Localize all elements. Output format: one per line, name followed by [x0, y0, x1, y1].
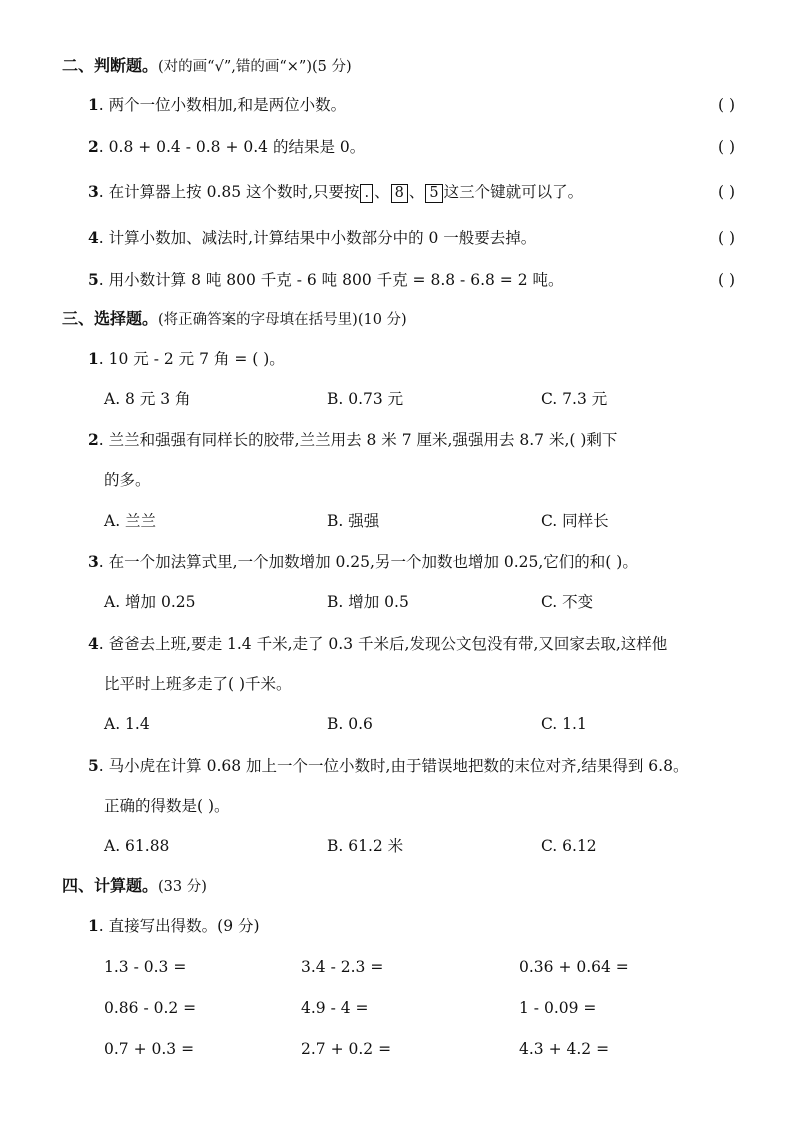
question-text: . 两个一位小数相加,和是两位小数。: [98, 96, 347, 114]
question-number: 2: [88, 137, 99, 156]
option-a: A. 61.88: [104, 837, 170, 855]
question-number: 1: [88, 916, 99, 935]
option-c: C. 不变: [541, 593, 594, 611]
question-text-line2[interactable]: 正确的得数是( )。: [104, 797, 230, 815]
question-number: 1: [88, 349, 99, 368]
question-text-line2: 的多。: [104, 471, 151, 489]
judge-item-4: [88, 228, 536, 248]
choice-item-4: [88, 634, 667, 654]
choice-item-2: [88, 430, 617, 450]
option-a: A. 1.4: [104, 715, 150, 733]
option-c: C. 7.3 元: [541, 390, 608, 408]
option-a: A. 兰兰: [104, 512, 157, 530]
question-number: 3: [88, 552, 99, 571]
answer-paren-5[interactable]: ( ): [717, 271, 735, 289]
section-2-title: 二、判断题。: [62, 56, 159, 75]
calc-expression[interactable]: 0.36 + 0.64 =: [519, 958, 629, 976]
calc-expression[interactable]: 2.7 + 0.2 =: [301, 1040, 392, 1058]
option-a: A. 增加 0.25: [104, 593, 196, 611]
calculator-key-5: 5: [425, 184, 442, 203]
judge-item-2: [88, 137, 365, 157]
option-c: C. 6.12: [541, 837, 597, 855]
question-text[interactable]: . 在一个加法算式里,一个加数增加 0.25,另一个加数也增加 0.25,它们的和( )。: [98, 553, 638, 571]
choice-item-5: [88, 756, 688, 776]
option-b: B. 增加 0.5: [327, 593, 409, 611]
question-text: . 直接写出得数。(9 分): [98, 917, 260, 935]
calc-expression[interactable]: 1 - 0.09 =: [519, 999, 597, 1017]
question-text[interactable]: . 10 元 - 2 元 7 角 = ( )。: [98, 350, 285, 368]
key-separator: 、: [408, 183, 425, 201]
question-number: 5: [88, 270, 99, 289]
option-c: C. 1.1: [541, 715, 587, 733]
calc-expression[interactable]: 1.3 - 0.3 =: [104, 958, 187, 976]
section-2-heading: [62, 56, 352, 77]
question-text: . 爸爸去上班,要走 1.4 千米,走了 0.3 千米后,发现公文包没有带,又回家去取,这样他: [98, 635, 668, 653]
question-text: . 用小数计算 8 吨 800 千克 - 6 吨 800 千克 = 8.8 - 6.8 = 2 吨。: [98, 271, 564, 289]
calc-expression[interactable]: 4.9 - 4 =: [301, 999, 369, 1017]
section-4-note: (33 分): [158, 879, 207, 895]
question-text[interactable]: . 兰兰和强强有同样长的胶带,兰兰用去 8 米 7 厘米,强强用去 8.7 米,( )剩下: [98, 431, 618, 449]
question-number: 3: [88, 182, 99, 201]
answer-paren-2[interactable]: ( ): [717, 138, 735, 156]
calc-expression[interactable]: 0.86 - 0.2 =: [104, 999, 197, 1017]
judge-item-1: [88, 95, 346, 115]
calc-expression[interactable]: 4.3 + 4.2 =: [519, 1040, 610, 1058]
answer-paren-4[interactable]: ( ): [717, 229, 735, 247]
question-text: . 马小虎在计算 0.68 加上一个一位小数时,由于错误地把数的末位对齐,结果得到 6.8。: [98, 757, 689, 775]
section-4-heading: [62, 876, 207, 897]
key-separator: 、: [374, 183, 390, 201]
calc-sub-1: [88, 916, 260, 936]
option-b: B. 0.73 元: [327, 390, 404, 408]
choice-item-1: [88, 349, 285, 369]
question-number: 2: [88, 430, 99, 449]
option-a: A. 8 元 3 角: [104, 390, 191, 408]
calc-expression[interactable]: 0.7 + 0.3 =: [104, 1040, 195, 1058]
option-b: B. 强强: [327, 512, 380, 530]
answer-paren-3[interactable]: ( ): [717, 183, 735, 201]
answer-paren-1[interactable]: ( ): [717, 96, 735, 114]
section-3-title: 三、选择题。: [62, 309, 159, 328]
question-text: . 在计算器上按 0.85 这个数时,只要按: [98, 183, 360, 201]
calculator-key-dot: .: [360, 184, 373, 203]
question-number: 5: [88, 756, 99, 775]
question-number: 4: [88, 634, 99, 653]
judge-item-5: [88, 270, 564, 290]
option-c: C. 同样长: [541, 512, 609, 530]
section-3-heading: [62, 309, 407, 330]
choice-item-3: [88, 552, 638, 572]
question-text: . 0.8 + 0.4 - 0.8 + 0.4 的结果是 0。: [98, 138, 366, 156]
section-4-title: 四、计算题。: [62, 876, 159, 895]
judge-item-3: [88, 182, 583, 203]
option-b: B. 61.2 米: [327, 837, 404, 855]
question-number: 4: [88, 228, 99, 247]
question-text-after: 这三个键就可以了。: [443, 183, 584, 201]
calc-expression[interactable]: 3.4 - 2.3 =: [301, 958, 384, 976]
calculator-key-8: 8: [391, 184, 408, 203]
option-b: B. 0.6: [327, 715, 373, 733]
question-text: . 计算小数加、减法时,计算结果中小数部分中的 0 一般要去掉。: [98, 229, 537, 247]
question-number: 1: [88, 95, 99, 114]
question-text-line2[interactable]: 比平时上班多走了( )千米。: [104, 675, 292, 693]
section-2-note: (对的画“√”,错的画“×”)(5 分): [158, 59, 352, 75]
section-3-note: (将正确答案的字母填在括号里)(10 分): [158, 312, 407, 328]
